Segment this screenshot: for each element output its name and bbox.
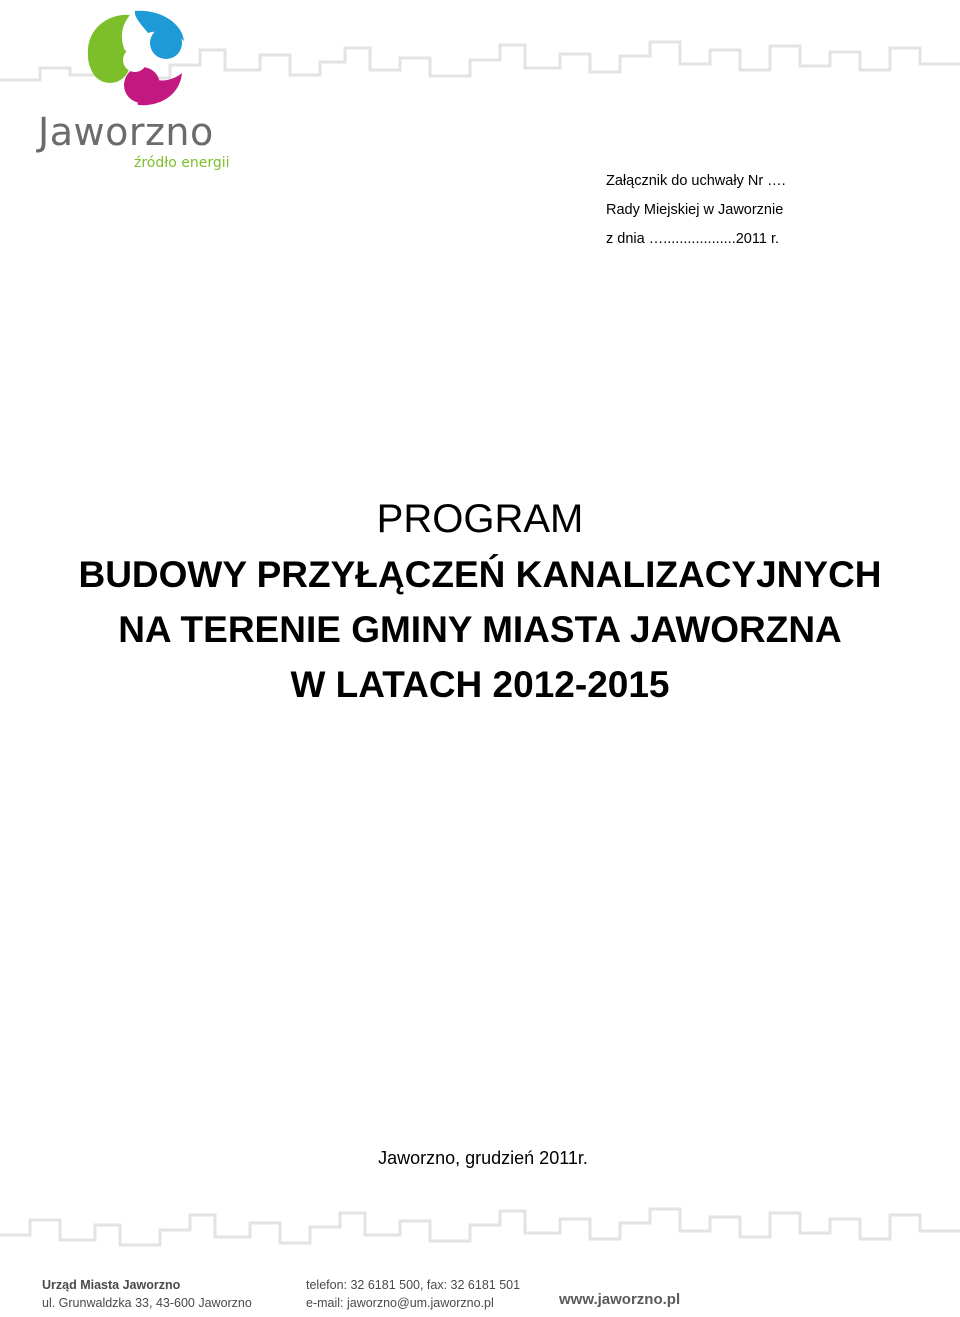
logo-tagline: źródło energii xyxy=(134,155,230,171)
title-line-2: BUDOWY PRZYŁĄCZEŃ KANALIZACYJNYCH xyxy=(78,554,882,595)
jaworzno-logo xyxy=(38,5,248,180)
annex-reference xyxy=(606,167,786,254)
place-and-date: Jaworzno, grudzień 2011r. xyxy=(378,1148,588,1168)
logo-wordmark: Jaworzno xyxy=(38,110,214,154)
title-line-1: PROGRAM xyxy=(376,497,584,541)
footer-website-link[interactable]: www.jaworzno.pl xyxy=(559,1291,681,1308)
title-line-3: NA TERENIE GMINY MIASTA JAWORZNA xyxy=(118,609,842,650)
jaworzno-logo-mark xyxy=(80,5,190,115)
title-line-4: W LATACH 2012-2015 xyxy=(290,664,670,705)
footer-contact xyxy=(306,1276,520,1312)
footer-street-address: ul. Grunwaldzka 33, 43-600 Jaworzno xyxy=(42,1296,252,1310)
footer-phone: telefon: 32 6181 500, fax: 32 6181 501 xyxy=(306,1278,521,1292)
annex-line-2: Rady Miejskiej w Jaworznie xyxy=(606,202,784,218)
annex-line-3: z dnia …..................2011 r. xyxy=(606,231,780,247)
document-title xyxy=(0,492,960,712)
footer-org-name: Urząd Miasta Jaworzno xyxy=(42,1278,181,1292)
footer-address xyxy=(42,1276,252,1312)
footer-email: e-mail: jaworzno@um.jaworzno.pl xyxy=(306,1296,494,1310)
skyline-watermark-bottom xyxy=(0,1195,960,1265)
annex-line-1: Załącznik do uchwały Nr …. xyxy=(606,173,786,189)
